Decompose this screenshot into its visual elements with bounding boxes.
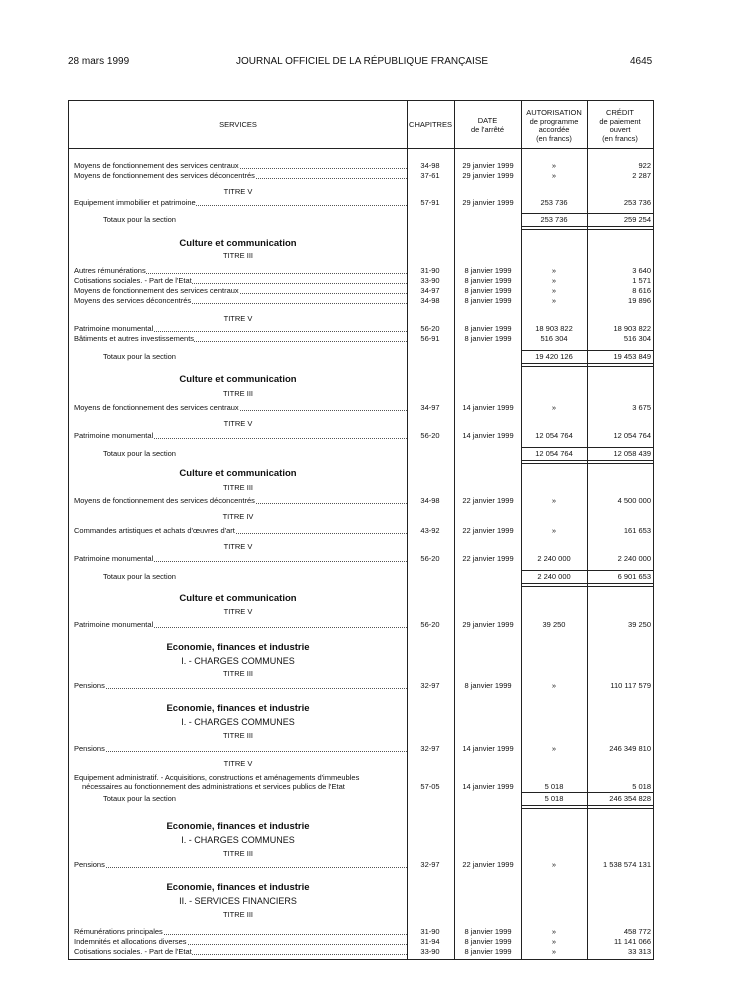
date-arrete: 14 janvier 1999	[462, 403, 514, 412]
autorisation-value: 12 054 764	[535, 431, 573, 440]
credit-value: 516 304	[623, 334, 651, 343]
chapitre: 56-20	[420, 554, 440, 563]
service-text: Moyens de fonctionnement des services déconcentrés	[74, 496, 255, 505]
date-arrete: 8 janvier 1999	[464, 266, 512, 275]
total-credit: 6 901 653	[617, 572, 651, 581]
col-header-chapitres: CHAPITRES	[409, 120, 452, 129]
table-row	[69, 266, 653, 276]
titre-heading: TITRE V	[223, 314, 253, 323]
service-label	[74, 276, 407, 286]
titre-heading: TITRE III	[223, 251, 253, 260]
col-header-autorisation-line3: accordée	[538, 125, 570, 134]
service-label	[74, 324, 407, 334]
service-text: Commandes artistiques et achats d'œuvres d'art	[74, 526, 235, 535]
col-header-credit-line3: ouvert	[609, 125, 631, 134]
page-date: 28 mars 1999	[68, 56, 130, 67]
total-double-rule-autorisation	[521, 226, 587, 230]
credits-table	[68, 100, 654, 960]
autorisation-value: »	[551, 860, 557, 869]
service-label	[74, 947, 407, 957]
date-arrete: 29 janvier 1999	[462, 198, 514, 207]
table-row	[69, 860, 653, 870]
date-arrete: 22 janvier 1999	[462, 860, 514, 869]
autorisation-value: 5 018	[544, 782, 564, 791]
service-label	[74, 744, 407, 754]
titre-heading: TITRE V	[223, 607, 253, 616]
titre-heading: TITRE III	[223, 849, 253, 858]
table-row	[69, 276, 653, 286]
col-header-autorisation-line4: (en francs)	[536, 133, 572, 143]
credit-value: 253 736	[623, 198, 651, 207]
table-row	[69, 572, 653, 582]
service-text: Autres rémunérations	[74, 266, 146, 275]
table-body	[69, 101, 653, 959]
chapitre: 56-20	[420, 431, 440, 440]
autorisation-value: 18 903 822	[535, 324, 573, 333]
total-rule-credit	[587, 570, 653, 571]
date-arrete: 22 janvier 1999	[462, 526, 514, 535]
autorisation-value: »	[551, 947, 557, 956]
service-text: Pensions	[74, 681, 105, 690]
col-header-autorisation-line2: de programme	[529, 116, 579, 126]
credit-value: 1 571	[632, 276, 651, 285]
col-header-date-line2: de l'arrêté	[470, 124, 505, 134]
section-title: Economie, finances et industrie	[166, 703, 310, 714]
credit-value: 3 640	[632, 266, 651, 275]
service-text: Pensions	[74, 860, 105, 869]
total-rule-autorisation	[521, 213, 587, 214]
table-row	[69, 794, 653, 804]
date-arrete: 14 janvier 1999	[462, 744, 514, 753]
section-title: Culture et communication	[179, 374, 297, 385]
leader-dots	[74, 688, 407, 689]
service-text: Patrimoine monumental	[74, 554, 154, 563]
table-row	[69, 947, 653, 957]
service-label	[74, 620, 407, 630]
chapitre: 34-98	[420, 161, 440, 170]
table-row	[69, 403, 653, 413]
service-text: Cotisations sociales. - Part de l'Etat	[74, 276, 192, 285]
credit-value: 3 675	[632, 403, 651, 412]
titre-heading: TITRE III	[223, 669, 253, 678]
chapitre: 33-90	[420, 276, 440, 285]
credit-value: 8 616	[632, 286, 651, 295]
service-label	[74, 526, 407, 536]
total-autorisation: 2 240 000	[537, 572, 571, 581]
service-label	[74, 266, 407, 276]
date-arrete: 8 janvier 1999	[464, 324, 512, 333]
table-row	[69, 431, 653, 441]
col-header-credit-line4: (en francs)	[602, 133, 638, 143]
total-credit: 19 453 849	[613, 352, 651, 361]
col-header-date-line1: DATE	[477, 116, 498, 125]
total-rule-credit	[587, 447, 653, 448]
credit-value: 11 141 066	[614, 937, 651, 946]
autorisation-value: »	[551, 286, 557, 295]
date-arrete: 14 janvier 1999	[462, 782, 514, 791]
section-subtitle: I. - CHARGES COMMUNES	[181, 717, 295, 727]
table-row	[69, 352, 653, 362]
credit-value: 246 349 810	[609, 744, 651, 753]
table-row	[69, 496, 653, 506]
date-arrete: 14 janvier 1999	[462, 431, 514, 440]
service-text: Moyens de fonctionnement des services centraux	[74, 161, 239, 170]
credit-value: 1 538 574 131	[603, 860, 651, 869]
service-label-line2: nécessaires au fonctionnement des administrations et services publics de l'Etat	[82, 782, 345, 791]
total-rule-credit	[587, 213, 653, 214]
col-header-services: SERVICES	[219, 120, 257, 129]
chapitre: 57-91	[420, 198, 440, 207]
autorisation-value: »	[551, 266, 557, 275]
service-label	[74, 334, 407, 344]
service-text: Moyens de fonctionnement des services centraux	[74, 403, 239, 412]
titre-heading: TITRE V	[223, 187, 253, 196]
service-label	[74, 496, 407, 506]
chapitre: 33-90	[420, 947, 440, 956]
date-arrete: 8 janvier 1999	[464, 681, 512, 690]
total-rule-autorisation	[521, 570, 587, 571]
total-autorisation: 12 054 764	[535, 449, 573, 458]
section-title: Economie, finances et industrie	[166, 642, 310, 653]
service-label	[74, 927, 407, 937]
credit-value: 2 287	[632, 171, 651, 180]
date-arrete: 8 janvier 1999	[464, 296, 512, 305]
service-label	[74, 286, 407, 296]
chapitre: 56-20	[420, 620, 440, 629]
credit-value: 110 117 579	[610, 681, 651, 690]
titre-heading: TITRE III	[223, 389, 253, 398]
credit-value: 2 240 000	[617, 554, 651, 563]
date-arrete: 8 janvier 1999	[464, 334, 512, 343]
total-label: Totaux pour la section	[103, 215, 176, 224]
service-text: Indemnités et allocations diverses	[74, 937, 187, 946]
total-double-rule-credit	[587, 226, 653, 230]
service-text: Rémunérations principales	[74, 927, 163, 936]
credit-value: 4 500 000	[617, 496, 651, 505]
table-row	[69, 286, 653, 296]
total-label: Totaux pour la section	[103, 352, 176, 361]
date-arrete: 8 janvier 1999	[464, 947, 512, 956]
service-text: Moyens de fonctionnement des services centraux	[74, 286, 239, 295]
date-arrete: 22 janvier 1999	[462, 496, 514, 505]
chapitre: 34-98	[420, 496, 440, 505]
col-header-credit-line1: CRÉDIT	[606, 108, 634, 117]
col-header-credit-line2: de paiement	[599, 116, 641, 126]
chapitre: 43-92	[420, 526, 440, 535]
service-text: Moyens de fonctionnement des services déconcentrés	[74, 171, 255, 180]
total-double-rule-autorisation	[521, 363, 587, 367]
service-label	[74, 403, 407, 413]
titre-heading: TITRE V	[223, 542, 253, 551]
total-double-rule-credit	[587, 805, 653, 809]
table-row	[69, 198, 653, 208]
date-arrete: 29 janvier 1999	[462, 620, 514, 629]
service-text: Cotisations sociales. - Part de l'Etat	[74, 947, 192, 956]
titre-heading: TITRE III	[223, 483, 253, 492]
total-double-rule-credit	[587, 583, 653, 587]
chapitre: 34-97	[420, 286, 440, 295]
credit-value: 19 896	[628, 296, 651, 305]
table-row	[69, 554, 653, 564]
total-rule-autorisation	[521, 447, 587, 448]
date-arrete: 8 janvier 1999	[464, 937, 512, 946]
total-credit: 246 354 828	[609, 794, 651, 803]
autorisation-value: »	[551, 161, 557, 170]
autorisation-value: »	[551, 681, 557, 690]
chapitre: 31-90	[420, 927, 440, 936]
total-label: Totaux pour la section	[103, 449, 176, 458]
total-double-rule-autorisation	[521, 460, 587, 464]
date-arrete: 29 janvier 1999	[462, 161, 514, 170]
service-text: Patrimoine monumental	[74, 620, 154, 629]
total-credit: 259 254	[623, 215, 651, 224]
service-label	[74, 773, 407, 793]
table-row	[69, 526, 653, 536]
total-rule-credit	[587, 350, 653, 351]
journal-title: JOURNAL OFFICIEL DE LA RÉPUBLIQUE FRANÇAISE	[236, 56, 489, 67]
titre-heading: TITRE IV	[222, 512, 254, 521]
titre-heading: TITRE III	[223, 731, 253, 740]
date-arrete: 29 janvier 1999	[462, 171, 514, 180]
credit-value: 161 653	[623, 526, 651, 535]
section-title: Economie, finances et industrie	[166, 821, 310, 832]
autorisation-value: 516 304	[540, 334, 568, 343]
date-arrete: 8 janvier 1999	[464, 927, 512, 936]
service-label-line1: Equipement administratif. - Acquisitions, constructions et aménagements d'immeubles	[74, 773, 360, 782]
credit-value: 5 018	[632, 782, 651, 791]
autorisation-value: 253 736	[540, 198, 568, 207]
chapitre: 56-91	[420, 334, 440, 343]
page-number: 4645	[630, 56, 653, 67]
section-title: Culture et communication	[179, 593, 297, 604]
autorisation-value: »	[551, 171, 557, 180]
total-label: Totaux pour la section	[103, 794, 176, 803]
col-header-autorisation-line1: AUTORISATION	[526, 108, 582, 117]
service-label	[74, 171, 407, 181]
total-double-rule-autorisation	[521, 805, 587, 809]
autorisation-value: »	[551, 276, 557, 285]
table-row	[69, 324, 653, 334]
titre-heading: TITRE III	[223, 910, 253, 919]
total-double-rule-credit	[587, 460, 653, 464]
credit-value: 33 313	[628, 947, 651, 956]
chapitre: 31-94	[420, 937, 440, 946]
autorisation-value: »	[551, 927, 557, 936]
chapitre: 34-97	[420, 403, 440, 412]
total-autorisation: 253 736	[540, 215, 568, 224]
table-row	[69, 334, 653, 344]
section-title: Economie, finances et industrie	[166, 882, 310, 893]
service-label	[74, 554, 407, 564]
total-autorisation: 5 018	[544, 794, 564, 803]
autorisation-value: »	[551, 937, 557, 946]
section-subtitle: I. - CHARGES COMMUNES	[181, 835, 295, 845]
leader-dots	[74, 751, 407, 752]
credit-value: 39 250	[628, 620, 651, 629]
autorisation-value: 2 240 000	[537, 554, 571, 563]
credit-value: 922	[638, 161, 651, 170]
service-label	[74, 198, 407, 208]
autorisation-value: »	[551, 744, 557, 753]
autorisation-value: »	[551, 296, 557, 305]
service-text: Moyens des services déconcentrés	[74, 296, 192, 305]
credit-value: 18 903 822	[613, 324, 651, 333]
service-label	[74, 860, 407, 870]
credit-value: 458 772	[623, 927, 651, 936]
service-text: Equipement immobilier et patrimoine	[74, 198, 196, 207]
date-arrete: 8 janvier 1999	[464, 286, 512, 295]
table-row	[69, 449, 653, 459]
table-row	[69, 215, 653, 225]
titre-heading: TITRE V	[223, 419, 253, 428]
section-title: Culture et communication	[179, 468, 297, 479]
section-subtitle: II. - SERVICES FINANCIERS	[179, 896, 297, 906]
date-arrete: 22 janvier 1999	[462, 554, 514, 563]
total-rule-autorisation	[521, 792, 587, 793]
service-text: Patrimoine monumental	[74, 324, 154, 333]
chapitre: 56-20	[420, 324, 440, 333]
leader-dots	[74, 867, 407, 868]
chapitre: 31-90	[420, 266, 440, 275]
service-label	[74, 431, 407, 441]
chapitre: 32-97	[420, 860, 440, 869]
autorisation-value: 39 250	[542, 620, 566, 629]
table-row	[69, 681, 653, 691]
table-row	[69, 620, 653, 630]
total-credit: 12 058 439	[613, 449, 651, 458]
service-label	[74, 681, 407, 691]
service-text: Pensions	[74, 744, 105, 753]
chapitre: 37-61	[420, 171, 440, 180]
date-arrete: 8 janvier 1999	[464, 276, 512, 285]
table-row	[69, 937, 653, 947]
service-text: Patrimoine monumental	[74, 431, 154, 440]
autorisation-value: »	[551, 526, 557, 535]
table-row	[69, 161, 653, 171]
service-label	[74, 937, 407, 947]
total-rule-credit	[587, 792, 653, 793]
credit-value: 12 054 764	[613, 431, 651, 440]
autorisation-value: »	[551, 496, 557, 505]
chapitre: 57-05	[420, 782, 440, 791]
chapitre: 34-98	[420, 296, 440, 305]
titre-heading: TITRE V	[223, 759, 253, 768]
autorisation-value: »	[551, 403, 557, 412]
chapitre: 32-97	[420, 744, 440, 753]
table-row	[69, 744, 653, 754]
table-row	[69, 773, 653, 793]
section-title: Culture et communication	[179, 238, 297, 249]
chapitre: 32-97	[420, 681, 440, 690]
table-row	[69, 171, 653, 181]
total-double-rule-credit	[587, 363, 653, 367]
section-subtitle: I. - CHARGES COMMUNES	[181, 656, 295, 666]
total-autorisation: 19 420 126	[535, 352, 573, 361]
table-row	[69, 296, 653, 306]
service-label	[74, 296, 407, 306]
total-double-rule-autorisation	[521, 583, 587, 587]
total-rule-autorisation	[521, 350, 587, 351]
table-row	[69, 927, 653, 937]
service-text: Bâtiments et autres investissements	[74, 334, 195, 343]
service-label	[74, 161, 407, 171]
total-label: Totaux pour la section	[103, 572, 176, 581]
